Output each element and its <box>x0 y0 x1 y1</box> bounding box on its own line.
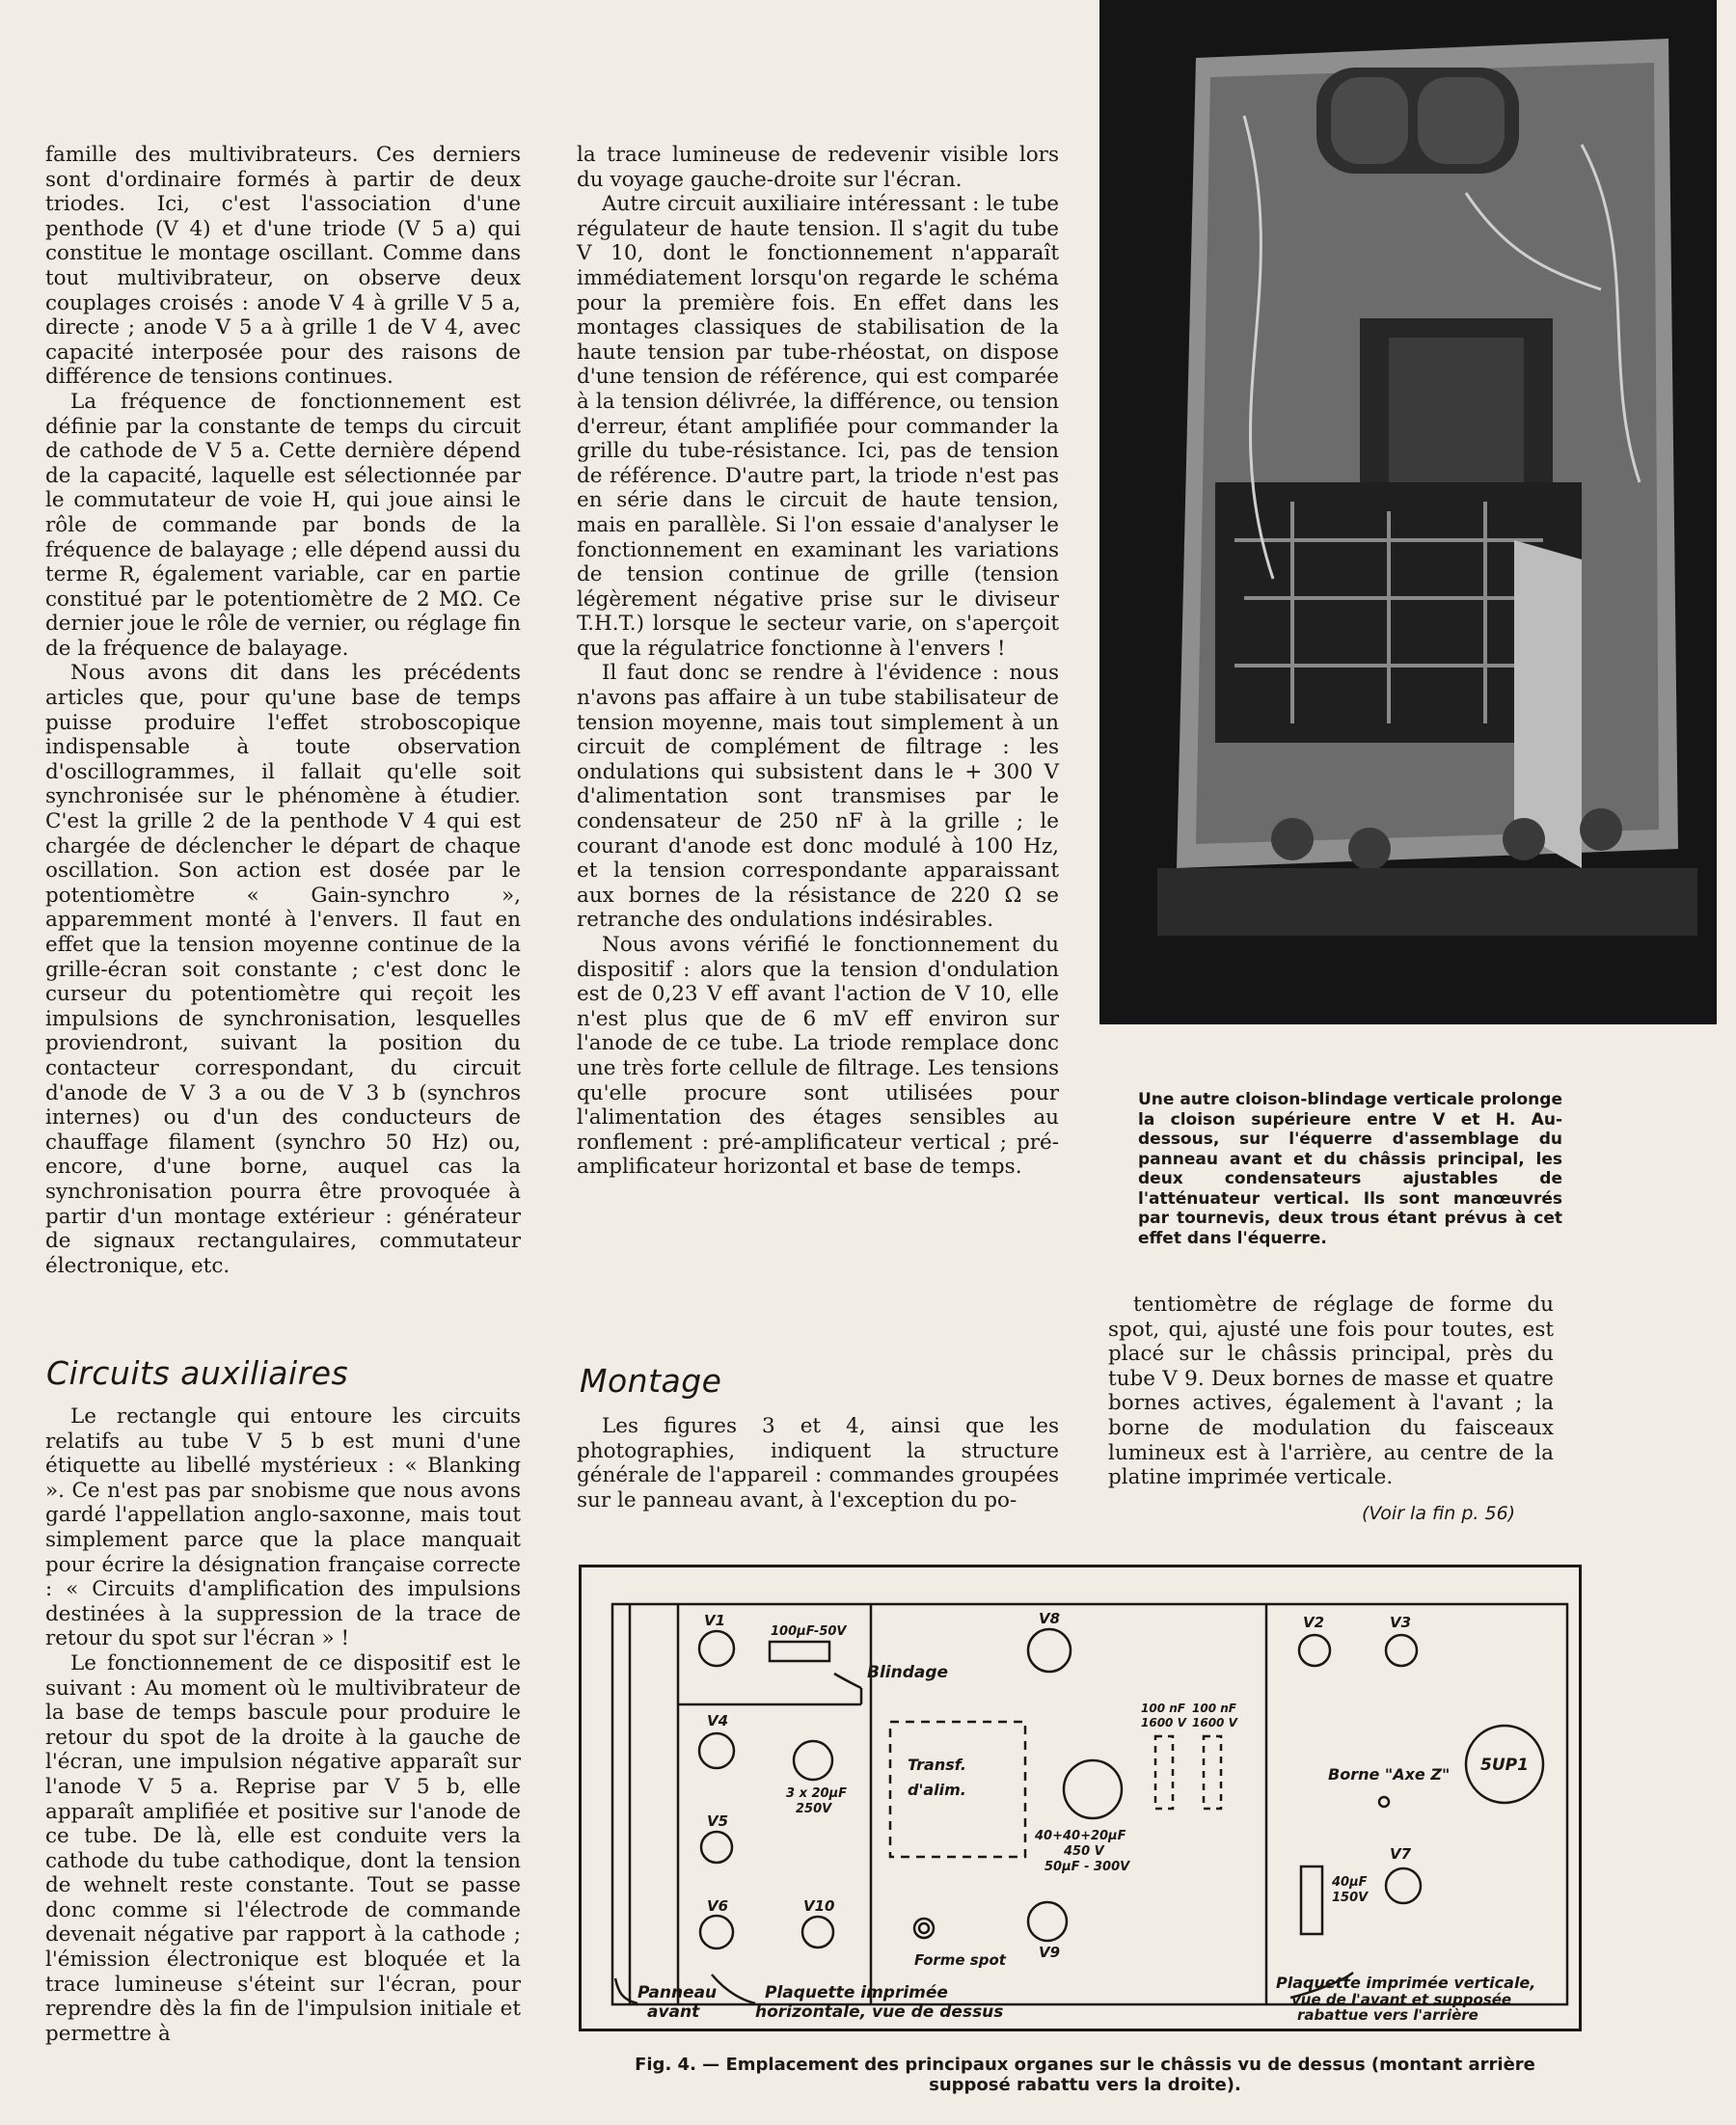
label-cap3-c: 50µF - 300V <box>1044 1860 1130 1874</box>
label-transf-a: Transf. <box>908 1756 966 1774</box>
panneau-leader <box>615 1978 637 2003</box>
column-3 <box>1108 1293 1554 1490</box>
label-panneau: Panneau <box>637 1983 718 2002</box>
figure-4-diagram <box>582 1567 1579 2029</box>
plaquette-h-leader <box>712 1975 755 2003</box>
paragraph: Autre circuit auxiliaire intéressant : le tube régulateur de haute tension. Il s'agit du tube V 10, dont le fonctionnement n'apparaît immédiatement lorsqu'on regarde le schéma pour la première fois. En effet dans les montages classiques de stabilisation de la haute tension par tube-rhéostat, on dispose d'une tension de référence, qui est comparée à la tension délivrée, la différence, ou tension d'erreur, étant amplifiée pour commander la grille du tube-résistance. Ici, pas de tension de référence. D'autre part, la triode n'est pas en série dans le circuit de haute tension, mais en parallèle. Si l'on essaie d'analyser le fonctionnement en examinant les variations de tension continue de grille (tension légèrement négative prise sur le diviseur T.H.T.) lorsque le secteur varie, on s'aperçoit que la régulatrice fonctionne à l'envers ! <box>577 192 1059 661</box>
tube-v5 <box>701 1832 732 1863</box>
label-cap5-b: 1600 V <box>1192 1716 1237 1730</box>
label-avant: avant <box>647 2002 700 2022</box>
figure-4-caption-lead: Fig. 4. — <box>635 2055 720 2075</box>
paragraph: famille des multivibrateurs. Ces derniers sont d'ordinaire formés à partir de deux triodes. Ici, c'est l'association d'une penthode (V 4) et d'une triode (V 5 a) qui constitue le montage oscillant. Comme dans tout multivibrateur, on observe deux couplages croisés : anode V 4 à grille V 5 a, directe ; anode V 5 a à grille 1 de V 4, avec capacité interposée pour des raisons de différence de tensions continues. <box>45 143 521 390</box>
label-forme-spot: Forme spot <box>914 1951 1006 1969</box>
tube-v3 <box>1386 1635 1417 1666</box>
tube-v10 <box>802 1917 833 1948</box>
label-cap6-b: 150V <box>1332 1891 1369 1905</box>
label-cap1: 100µF-50V <box>771 1624 847 1639</box>
label-cap6-a: 40µF <box>1332 1875 1368 1890</box>
label-plaquette-v-a: Plaquette imprimée verticale, <box>1276 1974 1536 1992</box>
figure-4 <box>579 1565 1582 2031</box>
column-2 <box>577 143 1059 1180</box>
capacitor-40-40-20uf <box>1064 1760 1122 1818</box>
tube-v6 <box>700 1916 733 1948</box>
label-v6: V6 <box>707 1897 729 1915</box>
paragraph: tentiomètre de réglage de forme du spot, qui, ajusté une fois pour toutes, est placé sur le châssis principal, près du tube V 9. Deux bornes de masse et quatre bornes actives, également à l'avant ; la borne de modulation du faisceaux lumineux est à l'arrière, au centre de la platine imprimée verticale. <box>1108 1293 1554 1490</box>
label-v3: V3 <box>1390 1614 1412 1631</box>
label-plaquette-v-c: rabattue vers l'arrière <box>1297 2006 1478 2024</box>
label-cap3-a: 40+40+20µF <box>1035 1829 1126 1843</box>
label-blindage: Blindage <box>867 1663 949 1682</box>
label-cap2-a: 3 x 20µF <box>786 1786 848 1801</box>
chassis-outline <box>612 1604 1567 2004</box>
column-1 <box>45 143 521 1278</box>
label-cap5-a: 100 nF <box>1192 1702 1236 1715</box>
label-v8: V8 <box>1039 1610 1061 1627</box>
paragraph: Nous avons dit dans les précédents articles que, pour qu'une base de temps puisse produire l'effet stroboscopique indispensable à toute observation d'oscillogrammes, il fallait qu'elle soit synchronisée sur le phénomène à étudier. C'est la grille 2 de la penthode V 4 qui est chargée de déclencher le départ de chaque oscillation. Son action est dosée par le potentiomètre « Gain-synchro », apparemment monté à l'envers. Il faut en effet que la tension moyenne continue de la grille-écran soit constante ; c'est donc le curseur du potentiomètre qui reçoit les impulsions de synchronisation, lesquelles proviendront, suivant la position du contacteur correspondant, du circuit d'anode de V 3 a ou de V 3 b (synchros internes) ou d'un des conducteurs de chauffage filament (synchro 50 Hz) ou, encore, d'une borne, auquel cas la synchronisation pourra être provoquée à partir d'un montage extérieur : générateur de signaux rectangulaires, commutateur électronique, etc. <box>45 661 521 1278</box>
tube-v2 <box>1299 1635 1330 1666</box>
section-heading-montage: Montage <box>580 1362 722 1400</box>
capacitor-100nf-a <box>1155 1736 1173 1809</box>
label-cap4-b: 1600 V <box>1141 1716 1186 1730</box>
paragraph: La fréquence de fonctionnement est définie par la constante de temps du circuit de cathode de V 5 a. Cette dernière dépend de la capacité, laquelle est sélectionnée par le commutateur de voie H, qui joue ainsi le rôle de commande par bonds de la fréquence de balayage ; elle dépend aussi du terme R, également variable, car en partie constitué par le potentiomètre de 2 MΩ. Ce dernier joue le rôle de vernier, ou réglage fin de la fréquence de balayage. <box>45 389 521 661</box>
section-heading-circuits-auxiliaires: Circuits auxiliaires <box>46 1354 349 1392</box>
label-v7: V7 <box>1390 1845 1412 1863</box>
tube-v9 <box>1028 1902 1067 1941</box>
label-cap4-a: 100 nF <box>1141 1702 1185 1715</box>
capacitor-100uf <box>770 1642 829 1661</box>
label-cap3-b: 450 V <box>1064 1844 1104 1859</box>
label-v2: V2 <box>1303 1614 1325 1631</box>
paragraph: Nous avons vérifié le fonctionnement du dispositif : alors que la tension d'ondulation est de 0,23 V eff avant l'action de V 10, elle n'est plus que de 6 mV eff environ sur l'anode de ce tube. La triode remplace donc une très forte cellule de filtrage. Les tensions qu'elle procure sont utilisées pour l'alimentation des étages sensibles au ronflement : pré-amplificateur vertical ; pré-amplificateur horizontal et base de temps. <box>577 933 1059 1180</box>
tube-v7 <box>1386 1868 1421 1903</box>
blindage-leader <box>834 1674 861 1688</box>
label-v9: V9 <box>1039 1944 1061 1961</box>
capacitor-3x20uf <box>794 1741 832 1780</box>
label-transf-b: d'alim. <box>908 1781 966 1799</box>
column-1-continued <box>45 1404 521 2046</box>
photo-caption: Une autre cloison-blindage verticale prolonge la cloison supérieure entre V et H. Au-dessous, sur l'équerre d'assemblage du panneau avant et du châssis principal, les deux condensateurs ajustables de l'atténuateur vertical. Ils sont manœuvrés par tournevis, deux trous étant prévus à cet effet dans l'équerre. <box>1138 1090 1562 1248</box>
capacitor-100nf-b <box>1204 1736 1221 1809</box>
paragraph: Les figures 3 et 4, ainsi que les photographies, indiquent la structure générale de l'appareil : commandes groupées sur le panneau avant, à l'exception du po- <box>577 1414 1059 1512</box>
label-v5: V5 <box>707 1812 729 1830</box>
chassis-photo-illustration <box>1099 0 1717 1024</box>
paragraph: la trace lumineuse de redevenir visible lors du voyage gauche-droite sur l'écran. <box>577 143 1059 192</box>
label-plaquette-v-b: vue de l'avant et supposée <box>1291 1991 1512 2008</box>
figure-4-caption-text: Emplacement des principaux organes sur le châssis vu de dessus (montant arrière supposé rabattu vers la droite). <box>725 2055 1535 2095</box>
axe-z-terminal <box>1379 1797 1389 1807</box>
capacitor-40uf <box>1301 1866 1322 1934</box>
label-borne-axe-z: Borne "Axe Z" <box>1328 1765 1451 1784</box>
tube-v1 <box>699 1631 734 1666</box>
label-plaquette-h-b: horizontale, vue de dessus <box>755 2002 1004 2022</box>
tube-v8 <box>1028 1629 1071 1672</box>
label-v1: V1 <box>704 1612 726 1629</box>
tube-v4 <box>699 1733 734 1768</box>
continuation-note: (Voir la fin p. 56) <box>1362 1503 1516 1524</box>
label-plaquette-h-a: Plaquette imprimée <box>765 1983 948 2002</box>
figure-4-caption <box>598 2055 1572 2095</box>
column-2-continued <box>577 1414 1059 1512</box>
label-cap2-b: 250V <box>796 1802 832 1816</box>
paragraph: Le fonctionnement de ce dispositif est le suivant : Au moment où le multivibrateur de la base de temps bascule pour produire le retour du spot de la droite à la gauche de l'écran, une impulsion négative apparaît sur l'anode V 5 a. Reprise par V 5 b, elle apparaît amplifiée et positive sur l'anode de ce tube. De là, elle est conduite vers la cathode du tube cathodique, dont la tension de wehnelt reste constante. Tout se passe donc comme si l'électrode de commande devenait négative par rapport à la cathode ; l'émission électronique est bloquée et la trace lumineuse s'éteint sur l'écran, pour reprendre dès la fin de l'impulsion initiale et permettre à <box>45 1650 521 2046</box>
paragraph: Il faut donc se rendre à l'évidence : nous n'avons pas affaire à un tube stabilisateur de tension moyenne, mais tout simplement à un circuit de complément de filtrage : les ondulations qui subsistent dans le + 300 V d'alimentation sont transmises par le condensateur de 250 nF à la grille ; le courant d'anode est donc modulé à 100 Hz, et la tension correspondante apparaissant aux bornes de la résistance de 220 Ω se retranche des ondulations indésirables. <box>577 661 1059 933</box>
paragraph: Le rectangle qui entoure les circuits relatifs au tube V 5 b est muni d'une étiquette au libellé mystérieux : « Blanking ». Ce n'est pas par snobisme que nous avons gardé l'appellation anglo-saxonne, mais tout simplement parce que la place manquait pour écrire la désignation française correcte : « Circuits d'amplification des impulsions destinées à la suppression de la trace de retour du spot sur l'écran » ! <box>45 1404 521 1651</box>
label-5up1: 5UP1 <box>1480 1756 1529 1775</box>
chassis-photo <box>1099 0 1717 1024</box>
label-v10: V10 <box>803 1897 835 1915</box>
forme-spot-knob <box>914 1919 934 1938</box>
label-v4: V4 <box>707 1712 729 1730</box>
